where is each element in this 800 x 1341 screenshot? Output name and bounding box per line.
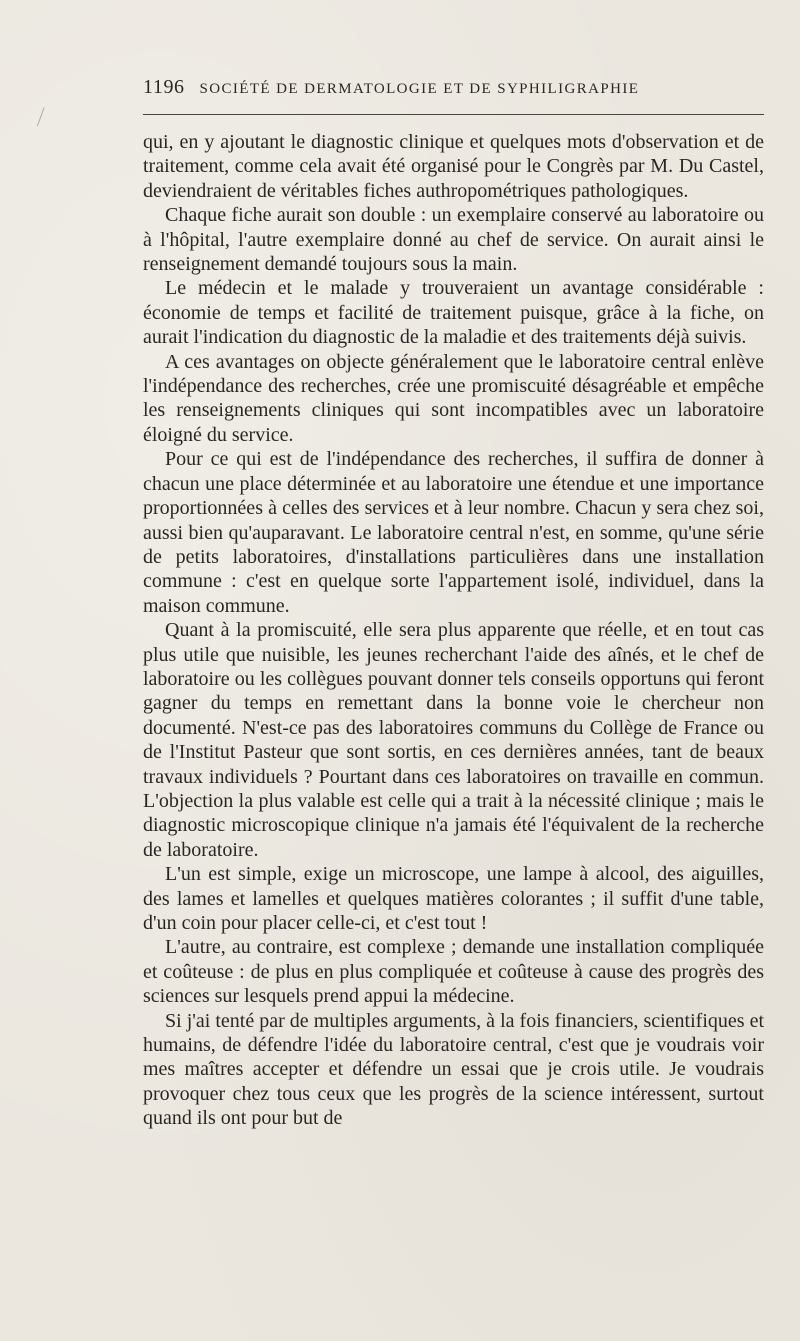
paragraph: Quant à la promiscuité, elle sera plus apparente que réelle, et en tout cas plus utile que nuisible, les jeunes recherchant l'aide des aînés, et le chef de laboratoire ou les collègues pouvant donner tels conseils opportuns qui feront gagner du temps en remettant dans la bonne voie le chercheur non documenté. N'est-ce pas des laboratoires communs du Collège de France ou de l'Institut Pasteur que sont sortis, en ces dernières années, tant de beaux travaux individuels ? Pourtant dans ces laboratoires on travaille en commun. L'objection la plus valable est celle qui a trait à la nécessité clinique ; mais le diagnostic microscopique clinique n'a jamais été l'équivalent de la recherche de laboratoire. (143, 619, 764, 861)
margin-mark (37, 107, 50, 128)
paragraph: Si j'ai tenté par de multiples arguments, à la fois financiers, scientifiques et humains, de défendre l'idée du laboratoire central, c'est que je voudrais voir mes maîtres accepter et défendre un essai que je crois utile. Je voudrais provoquer chez tous ceux que les progrès de la science intéressent, surtout quand ils ont pour but de (143, 1009, 764, 1130)
paragraph: L'autre, au contraire, est complexe ; demande une installation compliquée et coûteuse : de plus en plus compliquée et coûteuse à cause des progrès des sciences sur lesquels prend appui la médecine. (143, 936, 764, 1008)
paragraph: Le médecin et le malade y trouveraient un avantage considérable : économie de temps et facilité de traitement puisque, grâce à la fiche, on aurait l'indication du diagnostic de la maladie et des traitements déjà suivis. (143, 277, 764, 349)
paragraph: L'un est simple, exige un microscope, une lampe à alcool, des aiguilles, des lames et lamelles et quelques matières colorantes ; il suffit d'une table, d'un coin pour placer celle-ci, et c'est tout ! (143, 863, 764, 934)
header-rule (143, 114, 764, 115)
running-title: SOCIÉTÉ DE DERMATOLOGIE ET DE SYPHILIGRAPHIE (199, 81, 640, 97)
paragraph: Chaque fiche aurait son double : un exemplaire conservé au laboratoire ou à l'hôpital, l'autre exemplaire donné au chef de service. On aurait ainsi le renseignement demandé toujours sous la main. (143, 204, 764, 276)
paragraph: A ces avantages on objecte généralement que le laboratoire central enlève l'indépendance des recherches, crée une promiscuité désagréable et empêche les renseignements cliniques qui sont incompatibles avec un laboratoire éloigné du service. (143, 350, 764, 446)
body-text (143, 130, 764, 1131)
page-number: 1196 (143, 76, 185, 98)
paragraph-continued: qui, en y ajoutant le diagnostic clinique et quelques mots d'observation et de traitement, comme cela avait été organisé pour le Congrès par M. Du Castel, deviendraient de véritables fiches authropométriques pathologiques. (143, 131, 764, 202)
running-header (143, 76, 763, 104)
paragraph: Pour ce qui est de l'indépendance des recherches, il suffira de donner à chacun une place déterminée et au laboratoire une étendue et une importance proportionnées à celles des services et à leur nombre. Chacun y sera chez soi, aussi bien qu'auparavant. Le laboratoire central n'est, en somme, qu'une série de petits laboratoires, d'installations particulières dans une installation commune : c'est en quelque sorte l'appartement isolé, individuel, dans la maison commune. (143, 448, 764, 617)
